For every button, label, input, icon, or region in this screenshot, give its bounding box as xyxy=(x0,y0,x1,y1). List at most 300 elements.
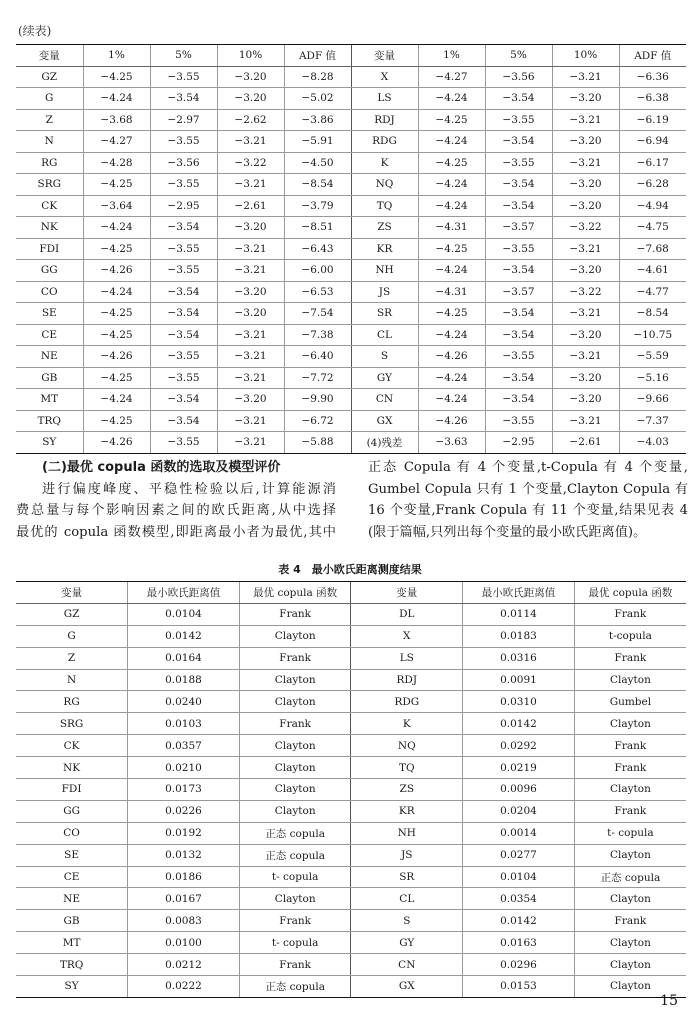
table-cell: NH xyxy=(351,822,463,844)
table-cell: −5.16 xyxy=(619,367,686,389)
table-cell: X xyxy=(351,625,463,647)
table-cell: −6.53 xyxy=(284,281,351,303)
table-cell: 0.0186 xyxy=(128,866,240,888)
table-cell: GZ xyxy=(16,66,83,88)
table-cell: −7.38 xyxy=(284,324,351,346)
paragraph-line: Gumbel Copula 只有 1 个变量,Clayton Copula 有 xyxy=(368,481,688,497)
table-cell: 正态 copula xyxy=(239,844,351,866)
table-cell: −3.21 xyxy=(217,432,284,454)
column-header: 5% xyxy=(150,45,217,67)
table-row xyxy=(16,238,686,260)
table-cell: CK xyxy=(16,195,83,217)
table-cell: SR xyxy=(351,866,463,888)
table-cell: 0.0188 xyxy=(128,669,240,691)
table-row xyxy=(16,432,686,454)
table-cell: NQ xyxy=(351,735,463,757)
table-cell: −3.54 xyxy=(485,324,552,346)
table-cell: −4.26 xyxy=(83,346,150,368)
table-cell: −3.54 xyxy=(150,389,217,411)
table-cell: −4.24 xyxy=(418,389,485,411)
table-cell: −6.00 xyxy=(284,260,351,282)
table-cell: 0.0192 xyxy=(128,822,240,844)
table-row xyxy=(16,131,686,153)
table-cell: Clayton xyxy=(574,713,686,735)
column-header: 5% xyxy=(485,45,552,67)
table-cell: G xyxy=(16,625,128,647)
table-cell: Clayton xyxy=(239,888,351,910)
table-cell: −4.28 xyxy=(83,152,150,174)
table-cell: −4.27 xyxy=(418,66,485,88)
table-cell: −4.03 xyxy=(619,432,686,454)
table-cell: 0.0142 xyxy=(128,625,240,647)
table-row xyxy=(16,844,686,866)
table-cell: RDJ xyxy=(351,109,418,131)
table-cell: −3.21 xyxy=(552,238,619,260)
table-cell: −3.55 xyxy=(485,109,552,131)
table-cell: 0.0163 xyxy=(463,932,575,954)
table-cell: K xyxy=(351,152,418,174)
table-row xyxy=(16,954,686,976)
table-cell: GB xyxy=(16,910,128,932)
table-cell: Clayton xyxy=(574,976,686,998)
table-cell: −4.75 xyxy=(619,217,686,239)
table-cell: −3.21 xyxy=(217,367,284,389)
table-cell: −4.24 xyxy=(83,389,150,411)
table-cell: −3.20 xyxy=(552,174,619,196)
table-cell: −4.25 xyxy=(83,367,150,389)
table-cell: −9.90 xyxy=(284,389,351,411)
table-cell: 0.0219 xyxy=(463,757,575,779)
paragraph-line: 正态 Copula 有 4 个变量,t-Copula 有 4 个变量, xyxy=(368,460,688,475)
table-cell: −4.26 xyxy=(83,260,150,282)
column-header: 10% xyxy=(552,45,619,67)
table-cell: −3.54 xyxy=(150,217,217,239)
paragraph-line: 最优的 copula 函数模型,即距离最小者为最优,其中 xyxy=(16,524,336,540)
table-cell: −6.19 xyxy=(619,109,686,131)
column-header: 变量 xyxy=(16,45,83,67)
table-cell: −4.24 xyxy=(83,88,150,110)
table-cell: FDI xyxy=(16,779,128,801)
table-cell: SRG xyxy=(16,174,83,196)
table-cell: −3.54 xyxy=(485,260,552,282)
table-row xyxy=(16,389,686,411)
table-cell: TQ xyxy=(351,195,418,217)
table-cell: −4.25 xyxy=(418,109,485,131)
table-cell: −3.20 xyxy=(552,88,619,110)
table-cell: −4.25 xyxy=(83,303,150,325)
table-cell: −6.94 xyxy=(619,131,686,153)
table-cell: −3.54 xyxy=(485,131,552,153)
table-cell: X xyxy=(351,66,418,88)
table-cell: t- copula xyxy=(239,866,351,888)
table-cell: −4.25 xyxy=(83,410,150,432)
table-cell: −4.24 xyxy=(418,324,485,346)
table-cell: −3.54 xyxy=(485,389,552,411)
table-cell: S xyxy=(351,910,463,932)
table-cell: −3.54 xyxy=(150,410,217,432)
table-cell: −7.68 xyxy=(619,238,686,260)
table-cell: 0.0310 xyxy=(463,691,575,713)
table-cell: −5.59 xyxy=(619,346,686,368)
table-cell: JS xyxy=(351,281,418,303)
table-cell: −3.54 xyxy=(485,174,552,196)
table-cell: −4.25 xyxy=(418,238,485,260)
table-cell: 0.0183 xyxy=(463,625,575,647)
table-cell: 0.0222 xyxy=(128,976,240,998)
table-cell: TRQ xyxy=(16,410,83,432)
table-cell: 0.0142 xyxy=(463,910,575,932)
table-cell: 0.0167 xyxy=(128,888,240,910)
column-header: ADF 值 xyxy=(284,45,351,67)
table-cell: −4.26 xyxy=(83,432,150,454)
table-cell: −3.86 xyxy=(284,109,351,131)
table-cell: Clayton xyxy=(574,779,686,801)
table-cell: −4.24 xyxy=(418,367,485,389)
table-cell: CO xyxy=(16,822,128,844)
table-cell: Clayton xyxy=(239,800,351,822)
table-cell: −3.20 xyxy=(552,131,619,153)
table-cell: Frank xyxy=(574,603,686,625)
table-cell: GG xyxy=(16,260,83,282)
table-cell: −3.57 xyxy=(485,281,552,303)
table-cell: −4.94 xyxy=(619,195,686,217)
table-cell: −3.20 xyxy=(552,367,619,389)
table-row xyxy=(16,174,686,196)
table-cell: Clayton xyxy=(239,691,351,713)
table-cell: CN xyxy=(351,389,418,411)
table-cell: Clayton xyxy=(574,954,686,976)
table-cell: −9.66 xyxy=(619,389,686,411)
table-cell: −3.54 xyxy=(485,367,552,389)
table-cell: K xyxy=(351,713,463,735)
paragraph-line: (限于篇幅,只列出每个变量的最小欧氏距离值)。 xyxy=(368,524,647,540)
table-cell: 0.0173 xyxy=(128,779,240,801)
table-row xyxy=(16,88,686,110)
table-cell: −4.50 xyxy=(284,152,351,174)
table-cell: 0.0142 xyxy=(463,713,575,735)
table-row xyxy=(16,713,686,735)
table-cell: CE xyxy=(16,324,83,346)
column-header: 1% xyxy=(418,45,485,67)
table-row xyxy=(16,888,686,910)
text-column-left xyxy=(16,457,336,543)
table-cell: −3.22 xyxy=(217,152,284,174)
table-cell: −8.28 xyxy=(284,66,351,88)
table-body xyxy=(16,66,686,453)
paragraph-line: 16 个变量,Frank Copula 有 11 个变量,结果见表 4 xyxy=(368,503,688,519)
table-row xyxy=(16,324,686,346)
table-cell: −3.54 xyxy=(150,88,217,110)
table-header-row xyxy=(16,45,686,67)
table-cell: RDG xyxy=(351,131,418,153)
table-cell: Clayton xyxy=(574,844,686,866)
table-cell: Frank xyxy=(574,647,686,669)
table-row xyxy=(16,691,686,713)
table-row xyxy=(16,910,686,932)
section-heading: (二)最优 copula 函数的选取及模型评价 xyxy=(42,460,281,475)
table-cell: −6.28 xyxy=(619,174,686,196)
table-cell: N xyxy=(16,131,83,153)
table-cell: −3.55 xyxy=(150,174,217,196)
table-cell: TRQ xyxy=(16,954,128,976)
table-cell: ZS xyxy=(351,779,463,801)
table-cell: −3.55 xyxy=(150,367,217,389)
table-cell: −3.55 xyxy=(150,131,217,153)
table-cell: −3.55 xyxy=(485,152,552,174)
table-cell: 0.0083 xyxy=(128,910,240,932)
table-cell: −3.20 xyxy=(217,281,284,303)
paragraph-line: 进行偏度峰度、平稳性检验以后,计算能源消 xyxy=(42,481,336,497)
table-cell: −7.54 xyxy=(284,303,351,325)
table-cell: Clayton xyxy=(239,735,351,757)
table-cell: 0.0292 xyxy=(463,735,575,757)
table-cell: −3.22 xyxy=(552,217,619,239)
column-header: 最优 copula 函数 xyxy=(574,582,686,604)
table-cell: −3.54 xyxy=(485,195,552,217)
table-cell: −6.38 xyxy=(619,88,686,110)
table-cell: RG xyxy=(16,152,83,174)
table-cell: −4.24 xyxy=(418,174,485,196)
table-cell: −3.54 xyxy=(485,303,552,325)
table-row xyxy=(16,976,686,998)
table-cell: −4.31 xyxy=(418,281,485,303)
table-row xyxy=(16,625,686,647)
table-cell: RDG xyxy=(351,691,463,713)
table-cell: 0.0096 xyxy=(463,779,575,801)
table-cell: CO xyxy=(16,281,83,303)
table-cell: −3.21 xyxy=(217,174,284,196)
table-cell: 0.0100 xyxy=(128,932,240,954)
table-cell: GY xyxy=(351,932,463,954)
euclidean-distance-table xyxy=(16,581,686,998)
table-cell: SY xyxy=(16,976,128,998)
table-cell: 正态 copula xyxy=(239,822,351,844)
table-row xyxy=(16,800,686,822)
table-cell: −3.54 xyxy=(150,324,217,346)
table-cell: −3.57 xyxy=(485,217,552,239)
table-cell: −8.54 xyxy=(284,174,351,196)
table-cell: Frank xyxy=(239,603,351,625)
table-cell: NE xyxy=(16,888,128,910)
table-body xyxy=(16,603,686,997)
table-row xyxy=(16,669,686,691)
table-cell: NK xyxy=(16,217,83,239)
table-cell: −4.24 xyxy=(418,195,485,217)
table-cell: RG xyxy=(16,691,128,713)
table-cell: 0.0091 xyxy=(463,669,575,691)
table-row xyxy=(16,866,686,888)
table-cell: −3.21 xyxy=(217,238,284,260)
table-cell: 正态 copula xyxy=(239,976,351,998)
table-cell: SY xyxy=(16,432,83,454)
table-row xyxy=(16,346,686,368)
table-cell: SE xyxy=(16,844,128,866)
table-cell: Gumbel xyxy=(574,691,686,713)
table-cell: −3.21 xyxy=(552,346,619,368)
table-cell: 0.0114 xyxy=(463,603,575,625)
table-cell: CN xyxy=(351,954,463,976)
table-cell: −4.25 xyxy=(83,238,150,260)
table-cell: Clayton xyxy=(574,932,686,954)
table-cell: −4.31 xyxy=(418,217,485,239)
table-cell: Z xyxy=(16,109,83,131)
table-row xyxy=(16,603,686,625)
table-cell: 0.0357 xyxy=(128,735,240,757)
table-row xyxy=(16,822,686,844)
table-row xyxy=(16,195,686,217)
table-cell: −2.97 xyxy=(150,109,217,131)
table-cell: Frank xyxy=(239,647,351,669)
table-cell: 0.0153 xyxy=(463,976,575,998)
table-cell: −5.91 xyxy=(284,131,351,153)
table-cell: −4.25 xyxy=(418,152,485,174)
table-cell: 0.0212 xyxy=(128,954,240,976)
text-column-right xyxy=(368,457,688,543)
table-cell: GX xyxy=(351,410,418,432)
table-cell: 正态 copula xyxy=(574,866,686,888)
table-cell: −3.56 xyxy=(485,66,552,88)
table-row xyxy=(16,647,686,669)
table-cell: NH xyxy=(351,260,418,282)
table-cell: 0.0210 xyxy=(128,757,240,779)
table-row xyxy=(16,217,686,239)
table-cell: MT xyxy=(16,389,83,411)
table-cell: GB xyxy=(16,367,83,389)
table-cell: CK xyxy=(16,735,128,757)
table-cell: −4.26 xyxy=(418,410,485,432)
table-cell: −3.54 xyxy=(150,281,217,303)
table-cell: 0.0104 xyxy=(463,866,575,888)
table-cell: 0.0354 xyxy=(463,888,575,910)
continued-label: (续表) xyxy=(18,24,52,38)
table-row xyxy=(16,303,686,325)
table-cell: FDI xyxy=(16,238,83,260)
table-cell: Frank xyxy=(574,910,686,932)
table-cell: −3.22 xyxy=(552,281,619,303)
table-cell: Frank xyxy=(239,954,351,976)
table-cell: −3.20 xyxy=(552,260,619,282)
table-cell: −4.24 xyxy=(418,260,485,282)
table-cell: −4.61 xyxy=(619,260,686,282)
table-cell: −4.24 xyxy=(418,88,485,110)
table-cell: −3.20 xyxy=(552,324,619,346)
paragraph-line: 费总量与每个影响因素之间的欧氏距离,从中选择 xyxy=(16,503,336,519)
table-cell: −3.20 xyxy=(217,88,284,110)
table-cell: −4.24 xyxy=(83,217,150,239)
table-cell: Clayton xyxy=(239,625,351,647)
table-cell: −4.27 xyxy=(83,131,150,153)
table-cell: 0.0132 xyxy=(128,844,240,866)
column-header: 1% xyxy=(83,45,150,67)
column-header: ADF 值 xyxy=(619,45,686,67)
table-cell: N xyxy=(16,669,128,691)
table-cell: SRG xyxy=(16,713,128,735)
table-cell: −6.40 xyxy=(284,346,351,368)
table-cell: KR xyxy=(351,238,418,260)
table-cell: −3.55 xyxy=(150,346,217,368)
table-cell: Clayton xyxy=(239,779,351,801)
table-cell: −3.55 xyxy=(485,238,552,260)
column-header: 最优 copula 函数 xyxy=(239,582,351,604)
table-cell: −3.21 xyxy=(552,152,619,174)
table-cell: −3.20 xyxy=(217,217,284,239)
table-cell: −8.54 xyxy=(619,303,686,325)
table-cell: −6.72 xyxy=(284,410,351,432)
table-row xyxy=(16,779,686,801)
table-cell: −3.21 xyxy=(552,303,619,325)
table-cell: −3.20 xyxy=(552,195,619,217)
table-cell: SE xyxy=(16,303,83,325)
table-row xyxy=(16,757,686,779)
table-cell: 0.0103 xyxy=(128,713,240,735)
table-cell: −2.61 xyxy=(217,195,284,217)
table-cell: CE xyxy=(16,866,128,888)
table-cell: SR xyxy=(351,303,418,325)
column-header: 10% xyxy=(217,45,284,67)
table-cell: −4.25 xyxy=(83,174,150,196)
table-cell: MT xyxy=(16,932,128,954)
table-cell: −3.55 xyxy=(485,410,552,432)
table-cell: −3.21 xyxy=(217,410,284,432)
table-row xyxy=(16,410,686,432)
table-cell: −2.62 xyxy=(217,109,284,131)
table-cell: −7.72 xyxy=(284,367,351,389)
table-cell: 0.0277 xyxy=(463,844,575,866)
table-cell: GY xyxy=(351,367,418,389)
table-cell: −3.54 xyxy=(150,303,217,325)
table-cell: NQ xyxy=(351,174,418,196)
table-cell: −3.20 xyxy=(217,303,284,325)
table-cell: 0.0164 xyxy=(128,647,240,669)
table-cell: −3.21 xyxy=(217,260,284,282)
table-cell: −3.55 xyxy=(485,346,552,368)
table-cell: −5.02 xyxy=(284,88,351,110)
table-row xyxy=(16,109,686,131)
table-cell: −3.68 xyxy=(83,109,150,131)
table-row xyxy=(16,66,686,88)
table-cell: 0.0014 xyxy=(463,822,575,844)
table-cell: JS xyxy=(351,844,463,866)
column-header: 最小欧氏距离值 xyxy=(463,582,575,604)
table-cell: −3.55 xyxy=(150,66,217,88)
table-cell: −3.21 xyxy=(217,346,284,368)
table-cell: −3.55 xyxy=(150,238,217,260)
table-cell: −3.21 xyxy=(552,109,619,131)
table-cell: −3.64 xyxy=(83,195,150,217)
table-cell: −7.37 xyxy=(619,410,686,432)
table-cell: −3.20 xyxy=(217,66,284,88)
table-cell: G xyxy=(16,88,83,110)
table-cell: −4.25 xyxy=(83,324,150,346)
table-cell: −4.24 xyxy=(83,281,150,303)
column-header: 最小欧氏距离值 xyxy=(128,582,240,604)
table-cell: −6.43 xyxy=(284,238,351,260)
table-cell: GG xyxy=(16,800,128,822)
column-header: 变量 xyxy=(351,45,418,67)
table-cell: TQ xyxy=(351,757,463,779)
table-cell: NE xyxy=(16,346,83,368)
table4-caption: 表 4 最小欧氏距离测度结果 xyxy=(278,563,422,576)
table-cell: Clayton xyxy=(574,888,686,910)
table-cell: Frank xyxy=(239,910,351,932)
table-cell: t-copula xyxy=(574,625,686,647)
table-cell: LS xyxy=(351,647,463,669)
table-cell: 0.0104 xyxy=(128,603,240,625)
table-cell: 0.0226 xyxy=(128,800,240,822)
table-cell: Frank xyxy=(574,735,686,757)
table-cell: LS xyxy=(351,88,418,110)
table-cell: −4.77 xyxy=(619,281,686,303)
